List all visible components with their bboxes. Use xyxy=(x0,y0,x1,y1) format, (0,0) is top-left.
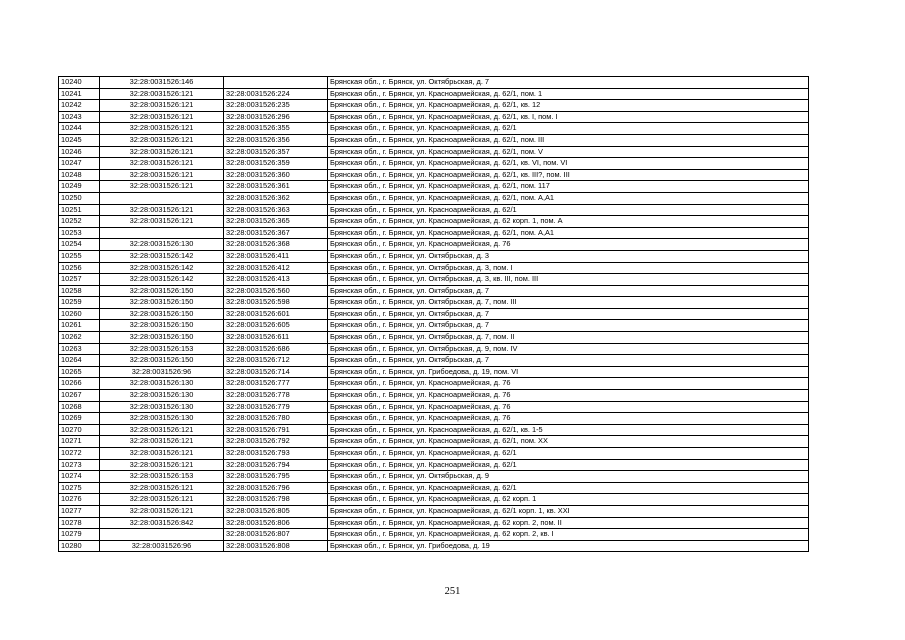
table-row xyxy=(59,134,809,146)
parent-cadastral-cell: 32:28:0031526:150 xyxy=(100,320,224,332)
parent-cadastral-cell: 32:28:0031526:121 xyxy=(100,216,224,228)
table-row xyxy=(59,169,809,181)
table-row xyxy=(59,308,809,320)
table-row xyxy=(59,529,809,541)
cadastral-number-cell: 32:28:0031526:778 xyxy=(224,390,328,402)
cadastral-number-cell: 32:28:0031526:780 xyxy=(224,413,328,425)
table-row xyxy=(59,192,809,204)
parent-cadastral-cell xyxy=(100,529,224,541)
row-number-cell: 10240 xyxy=(59,77,100,89)
row-number-cell: 10262 xyxy=(59,332,100,344)
cadastral-number-cell: 32:28:0031526:792 xyxy=(224,436,328,448)
table-row xyxy=(59,88,809,100)
cadastral-number-cell: 32:28:0031526:798 xyxy=(224,494,328,506)
parent-cadastral-cell: 32:28:0031526:146 xyxy=(100,77,224,89)
parent-cadastral-cell: 32:28:0031526:121 xyxy=(100,111,224,123)
cadastral-number-cell: 32:28:0031526:362 xyxy=(224,192,328,204)
address-cell: Брянская обл., г. Брянск, ул. Октябрьская, д. 3, пом. I xyxy=(328,262,809,274)
parent-cadastral-cell: 32:28:0031526:150 xyxy=(100,285,224,297)
row-number-cell: 10273 xyxy=(59,459,100,471)
address-cell: Брянская обл., г. Брянск, ул. Красноармейская, д. 62/1, пом. III xyxy=(328,134,809,146)
row-number-cell: 10243 xyxy=(59,111,100,123)
cadastral-number-cell: 32:28:0031526:355 xyxy=(224,123,328,135)
row-number-cell: 10256 xyxy=(59,262,100,274)
address-cell: Брянская обл., г. Брянск, ул. Красноармейская, д. 76 xyxy=(328,390,809,402)
table-row xyxy=(59,436,809,448)
cadastral-table xyxy=(58,76,809,552)
parent-cadastral-cell: 32:28:0031526:130 xyxy=(100,239,224,251)
address-cell: Брянская обл., г. Брянск, ул. Октябрьская, д. 7 xyxy=(328,355,809,367)
table-row xyxy=(59,505,809,517)
parent-cadastral-cell: 32:28:0031526:121 xyxy=(100,505,224,517)
table-row xyxy=(59,100,809,112)
parent-cadastral-cell: 32:28:0031526:121 xyxy=(100,158,224,170)
table-row xyxy=(59,343,809,355)
table-row xyxy=(59,146,809,158)
parent-cadastral-cell: 32:28:0031526:130 xyxy=(100,378,224,390)
address-cell: Брянская обл., г. Брянск, ул. Красноармейская, д. 62/1, пом. А,А1 xyxy=(328,192,809,204)
cadastral-number-cell: 32:28:0031526:712 xyxy=(224,355,328,367)
table-row xyxy=(59,204,809,216)
cadastral-number-cell: 32:28:0031526:795 xyxy=(224,471,328,483)
row-number-cell: 10269 xyxy=(59,413,100,425)
parent-cadastral-cell xyxy=(100,192,224,204)
address-cell: Брянская обл., г. Брянск, ул. Красноармейская, д. 62/1, пом. А,А1 xyxy=(328,227,809,239)
parent-cadastral-cell: 32:28:0031526:121 xyxy=(100,88,224,100)
row-number-cell: 10271 xyxy=(59,436,100,448)
row-number-cell: 10264 xyxy=(59,355,100,367)
cadastral-number-cell: 32:28:0031526:365 xyxy=(224,216,328,228)
table-row xyxy=(59,448,809,460)
address-cell: Брянская обл., г. Брянск, ул. Октябрьская, д. 3, кв. III, пом. III xyxy=(328,274,809,286)
table-row xyxy=(59,320,809,332)
table-row xyxy=(59,424,809,436)
parent-cadastral-cell: 32:28:0031526:842 xyxy=(100,517,224,529)
row-number-cell: 10250 xyxy=(59,192,100,204)
address-cell: Брянская обл., г. Брянск, ул. Красноармейская, д. 76 xyxy=(328,413,809,425)
row-number-cell: 10247 xyxy=(59,158,100,170)
address-cell: Брянская обл., г. Брянск, ул. Красноармейская, д. 62/1, пом. V xyxy=(328,146,809,158)
parent-cadastral-cell: 32:28:0031526:130 xyxy=(100,401,224,413)
cadastral-table-body xyxy=(59,77,809,552)
row-number-cell: 10254 xyxy=(59,239,100,251)
row-number-cell: 10257 xyxy=(59,274,100,286)
parent-cadastral-cell: 32:28:0031526:96 xyxy=(100,540,224,552)
cadastral-number-cell: 32:28:0031526:808 xyxy=(224,540,328,552)
address-cell: Брянская обл., г. Брянск, ул. Красноармейская, д. 62/1, кв. VI, пом. VI xyxy=(328,158,809,170)
table-row xyxy=(59,77,809,89)
address-cell: Брянская обл., г. Брянск, ул. Красноармейская, д. 62/1 xyxy=(328,204,809,216)
parent-cadastral-cell: 32:28:0031526:121 xyxy=(100,181,224,193)
cadastral-number-cell: 32:28:0031526:412 xyxy=(224,262,328,274)
row-number-cell: 10260 xyxy=(59,308,100,320)
address-cell: Брянская обл., г. Брянск, ул. Октябрьская, д. 7 xyxy=(328,285,809,297)
cadastral-number-cell: 32:28:0031526:356 xyxy=(224,134,328,146)
cadastral-number-cell: 32:28:0031526:686 xyxy=(224,343,328,355)
table-row xyxy=(59,390,809,402)
parent-cadastral-cell: 32:28:0031526:121 xyxy=(100,448,224,460)
table-row xyxy=(59,158,809,170)
row-number-cell: 10255 xyxy=(59,250,100,262)
row-number-cell: 10251 xyxy=(59,204,100,216)
address-cell: Брянская обл., г. Брянск, ул. Красноармейская, д. 62 корп. 2, пом. II xyxy=(328,517,809,529)
address-cell: Брянская обл., г. Брянск, ул. Красноармейская, д. 62/1 xyxy=(328,448,809,460)
address-cell: Брянская обл., г. Брянск, ул. Красноармейская, д. 76 xyxy=(328,239,809,251)
cadastral-number-cell: 32:28:0031526:560 xyxy=(224,285,328,297)
parent-cadastral-cell: 32:28:0031526:121 xyxy=(100,482,224,494)
address-cell: Брянская обл., г. Брянск, ул. Красноармейская, д. 62/1 xyxy=(328,123,809,135)
table-row xyxy=(59,366,809,378)
cadastral-number-cell: 32:28:0031526:807 xyxy=(224,529,328,541)
table-row xyxy=(59,471,809,483)
parent-cadastral-cell: 32:28:0031526:130 xyxy=(100,390,224,402)
row-number-cell: 10277 xyxy=(59,505,100,517)
address-cell: Брянская обл., г. Брянск, ул. Октябрьская, д. 7, пом. III xyxy=(328,297,809,309)
cadastral-number-cell: 32:28:0031526:796 xyxy=(224,482,328,494)
address-cell: Брянская обл., г. Брянск, ул. Красноармейская, д. 62/1 xyxy=(328,459,809,471)
cadastral-number-cell: 32:28:0031526:296 xyxy=(224,111,328,123)
cadastral-number-cell: 32:28:0031526:611 xyxy=(224,332,328,344)
row-number-cell: 10268 xyxy=(59,401,100,413)
address-cell: Брянская обл., г. Брянск, ул. Октябрьская, д. 9, пом. IV xyxy=(328,343,809,355)
parent-cadastral-cell: 32:28:0031526:142 xyxy=(100,274,224,286)
cadastral-number-cell: 32:28:0031526:368 xyxy=(224,239,328,251)
table-row xyxy=(59,239,809,251)
row-number-cell: 10248 xyxy=(59,169,100,181)
table-row xyxy=(59,540,809,552)
parent-cadastral-cell: 32:28:0031526:121 xyxy=(100,459,224,471)
address-cell: Брянская обл., г. Брянск, ул. Красноармейская, д. 62/1, пом. 117 xyxy=(328,181,809,193)
row-number-cell: 10249 xyxy=(59,181,100,193)
parent-cadastral-cell xyxy=(100,227,224,239)
cadastral-number-cell: 32:28:0031526:224 xyxy=(224,88,328,100)
address-cell: Брянская обл., г. Брянск, ул. Красноармейская, д. 62/1, кв. III?, пом. III xyxy=(328,169,809,181)
table-row xyxy=(59,274,809,286)
row-number-cell: 10252 xyxy=(59,216,100,228)
parent-cadastral-cell: 32:28:0031526:153 xyxy=(100,343,224,355)
address-cell: Брянская обл., г. Брянск, ул. Красноармейская, д. 62/1 корп. 1, кв. XXI xyxy=(328,505,809,517)
row-number-cell: 10274 xyxy=(59,471,100,483)
cadastral-number-cell: 32:28:0031526:361 xyxy=(224,181,328,193)
cadastral-number-cell: 32:28:0031526:793 xyxy=(224,448,328,460)
address-cell: Брянская обл., г. Брянск, ул. Грибоедова, д. 19 xyxy=(328,540,809,552)
row-number-cell: 10272 xyxy=(59,448,100,460)
table-row xyxy=(59,123,809,135)
address-cell: Брянская обл., г. Брянск, ул. Красноармейская, д. 62/1, кв. 12 xyxy=(328,100,809,112)
parent-cadastral-cell: 32:28:0031526:96 xyxy=(100,366,224,378)
table-row xyxy=(59,413,809,425)
address-cell: Брянская обл., г. Брянск, ул. Октябрьская, д. 7 xyxy=(328,308,809,320)
parent-cadastral-cell: 32:28:0031526:153 xyxy=(100,471,224,483)
parent-cadastral-cell: 32:28:0031526:142 xyxy=(100,262,224,274)
row-number-cell: 10253 xyxy=(59,227,100,239)
address-cell: Брянская обл., г. Брянск, ул. Красноармейская, д. 62/1, кв. 1-5 xyxy=(328,424,809,436)
table-row xyxy=(59,216,809,228)
address-cell: Брянская обл., г. Брянск, ул. Октябрьская, д. 7 xyxy=(328,320,809,332)
table-row xyxy=(59,250,809,262)
address-cell: Брянская обл., г. Брянск, ул. Красноармейская, д. 76 xyxy=(328,378,809,390)
cadastral-number-cell: 32:28:0031526:357 xyxy=(224,146,328,158)
parent-cadastral-cell: 32:28:0031526:150 xyxy=(100,308,224,320)
table-row xyxy=(59,378,809,390)
parent-cadastral-cell: 32:28:0031526:121 xyxy=(100,100,224,112)
row-number-cell: 10265 xyxy=(59,366,100,378)
address-cell: Брянская обл., г. Брянск, ул. Красноармейская, д. 62 корп. 2, кв. I xyxy=(328,529,809,541)
cadastral-number-cell xyxy=(224,77,328,89)
row-number-cell: 10241 xyxy=(59,88,100,100)
table-row xyxy=(59,494,809,506)
table-row xyxy=(59,401,809,413)
parent-cadastral-cell: 32:28:0031526:130 xyxy=(100,413,224,425)
cadastral-number-cell: 32:28:0031526:794 xyxy=(224,459,328,471)
cadastral-number-cell: 32:28:0031526:598 xyxy=(224,297,328,309)
cadastral-number-cell: 32:28:0031526:714 xyxy=(224,366,328,378)
table-row xyxy=(59,262,809,274)
parent-cadastral-cell: 32:28:0031526:121 xyxy=(100,169,224,181)
row-number-cell: 10263 xyxy=(59,343,100,355)
table-row xyxy=(59,227,809,239)
row-number-cell: 10278 xyxy=(59,517,100,529)
table-row xyxy=(59,482,809,494)
address-cell: Брянская обл., г. Брянск, ул. Красноармейская, д. 62 корп. 1 xyxy=(328,494,809,506)
cadastral-number-cell: 32:28:0031526:363 xyxy=(224,204,328,216)
row-number-cell: 10267 xyxy=(59,390,100,402)
parent-cadastral-cell: 32:28:0031526:142 xyxy=(100,250,224,262)
row-number-cell: 10245 xyxy=(59,134,100,146)
cadastral-number-cell: 32:28:0031526:359 xyxy=(224,158,328,170)
table-row xyxy=(59,355,809,367)
cadastral-number-cell: 32:28:0031526:601 xyxy=(224,308,328,320)
parent-cadastral-cell: 32:28:0031526:150 xyxy=(100,297,224,309)
cadastral-number-cell: 32:28:0031526:806 xyxy=(224,517,328,529)
address-cell: Брянская обл., г. Брянск, ул. Октябрьская, д. 9 xyxy=(328,471,809,483)
parent-cadastral-cell: 32:28:0031526:121 xyxy=(100,494,224,506)
parent-cadastral-cell: 32:28:0031526:121 xyxy=(100,424,224,436)
table-row xyxy=(59,459,809,471)
parent-cadastral-cell: 32:28:0031526:121 xyxy=(100,204,224,216)
parent-cadastral-cell: 32:28:0031526:150 xyxy=(100,332,224,344)
cadastral-number-cell: 32:28:0031526:367 xyxy=(224,227,328,239)
parent-cadastral-cell: 32:28:0031526:121 xyxy=(100,436,224,448)
cadastral-number-cell: 32:28:0031526:413 xyxy=(224,274,328,286)
row-number-cell: 10261 xyxy=(59,320,100,332)
address-cell: Брянская обл., г. Брянск, ул. Красноармейская, д. 62/1, кв. I, пом. I xyxy=(328,111,809,123)
row-number-cell: 10259 xyxy=(59,297,100,309)
table-row xyxy=(59,332,809,344)
parent-cadastral-cell: 32:28:0031526:121 xyxy=(100,146,224,158)
cadastral-number-cell: 32:28:0031526:411 xyxy=(224,250,328,262)
row-number-cell: 10244 xyxy=(59,123,100,135)
table-row xyxy=(59,181,809,193)
parent-cadastral-cell: 32:28:0031526:121 xyxy=(100,123,224,135)
address-cell: Брянская обл., г. Брянск, ул. Красноармейская, д. 62 корп. 1, пом. А xyxy=(328,216,809,228)
cadastral-number-cell: 32:28:0031526:791 xyxy=(224,424,328,436)
table-row xyxy=(59,517,809,529)
parent-cadastral-cell: 32:28:0031526:121 xyxy=(100,134,224,146)
cadastral-number-cell: 32:28:0031526:360 xyxy=(224,169,328,181)
address-cell: Брянская обл., г. Брянск, ул. Октябрьская, д. 7 xyxy=(328,77,809,89)
cadastral-number-cell: 32:28:0031526:605 xyxy=(224,320,328,332)
address-cell: Брянская обл., г. Брянск, ул. Грибоедова, д. 19, пом. VI xyxy=(328,366,809,378)
row-number-cell: 10266 xyxy=(59,378,100,390)
cadastral-number-cell: 32:28:0031526:779 xyxy=(224,401,328,413)
parent-cadastral-cell: 32:28:0031526:150 xyxy=(100,355,224,367)
cadastral-number-cell: 32:28:0031526:777 xyxy=(224,378,328,390)
table-row xyxy=(59,111,809,123)
table-row xyxy=(59,285,809,297)
address-cell: Брянская обл., г. Брянск, ул. Красноармейская, д. 62/1 xyxy=(328,482,809,494)
address-cell: Брянская обл., г. Брянск, ул. Октябрьская, д. 7, пом. II xyxy=(328,332,809,344)
row-number-cell: 10279 xyxy=(59,529,100,541)
page-number: 251 xyxy=(444,586,461,597)
row-number-cell: 10246 xyxy=(59,146,100,158)
row-number-cell: 10275 xyxy=(59,482,100,494)
row-number-cell: 10270 xyxy=(59,424,100,436)
address-cell: Брянская обл., г. Брянск, ул. Красноармейская, д. 62/1, пом. XX xyxy=(328,436,809,448)
cadastral-number-cell: 32:28:0031526:805 xyxy=(224,505,328,517)
cadastral-number-cell: 32:28:0031526:235 xyxy=(224,100,328,112)
row-number-cell: 10280 xyxy=(59,540,100,552)
address-cell: Брянская обл., г. Брянск, ул. Красноармейская, д. 76 xyxy=(328,401,809,413)
address-cell: Брянская обл., г. Брянск, ул. Красноармейская, д. 62/1, пом. 1 xyxy=(328,88,809,100)
address-cell: Брянская обл., г. Брянск, ул. Октябрьская, д. 3 xyxy=(328,250,809,262)
row-number-cell: 10258 xyxy=(59,285,100,297)
row-number-cell: 10276 xyxy=(59,494,100,506)
row-number-cell: 10242 xyxy=(59,100,100,112)
table-row xyxy=(59,297,809,309)
